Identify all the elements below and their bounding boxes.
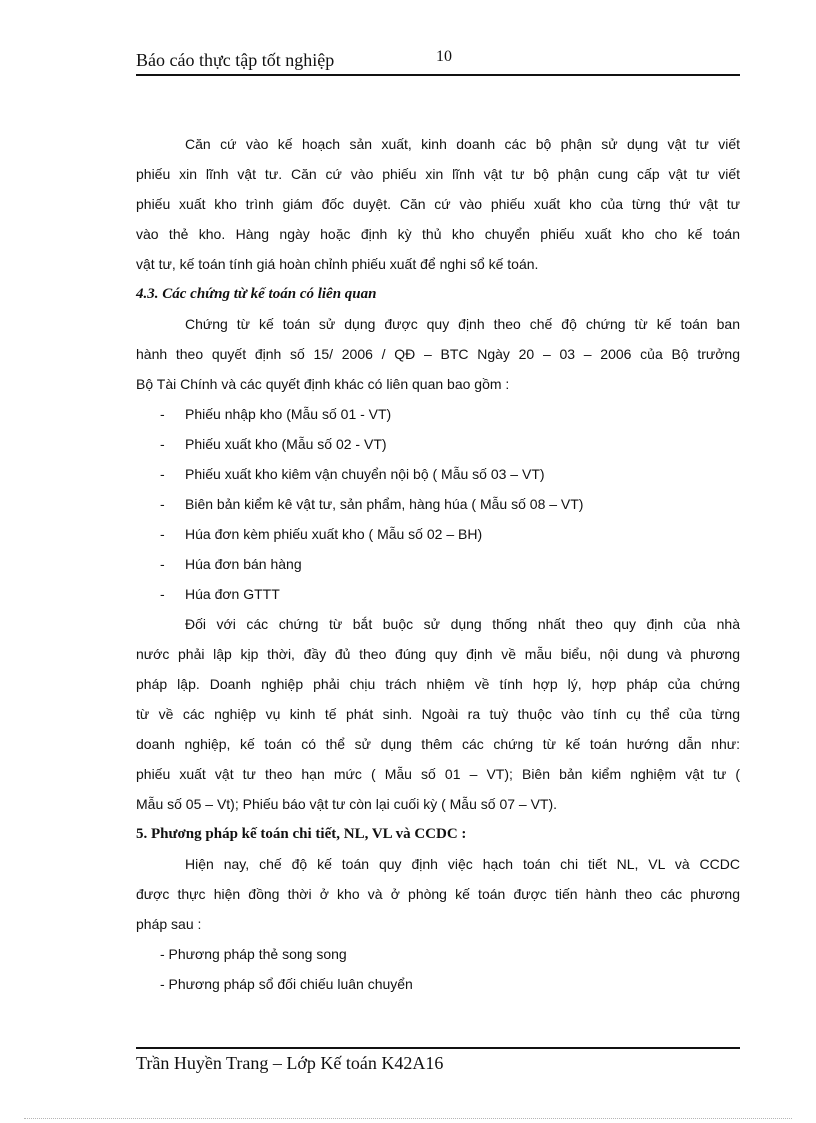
- list-dash: -: [160, 556, 165, 572]
- list-dash: -: [160, 496, 165, 512]
- voucher-list-item: [136, 489, 740, 519]
- paragraph-line: doanh nghiệp, kế toán có thể sử dụng thêm các chứng từ kế toán hướng dẫn như:: [136, 736, 740, 752]
- paragraph-line: Căn cứ vào kế hoạch sản xuất, kinh doanh các bộ phận sử dụng vật tư viết: [185, 136, 740, 152]
- method-list-item: - Phương pháp sổ đối chiếu luân chuyển: [160, 976, 413, 992]
- voucher-list-item: [136, 399, 740, 429]
- list-dash: -: [160, 406, 165, 422]
- voucher-list-text: Biên bản kiểm kê vật tư, sản phẩm, hàng húa ( Mẫu số 08 – VT): [185, 496, 584, 512]
- document-body: [136, 129, 740, 999]
- voucher-list-item: [136, 579, 740, 609]
- voucher-list-text: Phiếu xuất kho kiêm vận chuyển nội bộ ( Mẫu số 03 – VT): [185, 466, 545, 482]
- footer-divider: [136, 1047, 740, 1049]
- list-dash: -: [160, 586, 165, 602]
- page-footer: Trần Huyền Trang – Lớp Kế toán K42A16: [136, 1053, 444, 1073]
- voucher-list-text: Phiếu nhập kho (Mẫu số 01 - VT): [185, 406, 392, 422]
- paragraph-line: Bộ Tài Chính và các quyết định khác có liên quan bao gồm :: [136, 376, 510, 392]
- paragraph-line: Hiện nay, chế độ kế toán quy định việc hạch toán chi tiết NL, VL và CCDC: [185, 856, 740, 872]
- paragraph-line: pháp lập. Doanh nghiệp phải chịu trách nhiệm về tính hợp lý, hợp pháp của chứng: [136, 676, 740, 692]
- voucher-list-text: Húa đơn kèm phiếu xuất kho ( Mẫu số 02 – BH): [185, 526, 483, 542]
- list-dash: -: [160, 466, 165, 482]
- voucher-list-item: [136, 429, 740, 459]
- voucher-list-text: Húa đơn GTTT: [185, 586, 280, 602]
- page-number: 10: [436, 48, 452, 65]
- method-list-item: - Phương pháp thẻ song song: [160, 946, 347, 962]
- section-heading-5: 5. Phương pháp kế toán chi tiết, NL, VL và CCDC :: [136, 826, 467, 842]
- voucher-list-text: Húa đơn bán hàng: [185, 556, 302, 572]
- header-title: Báo cáo thực tập tốt nghiệp: [136, 50, 335, 70]
- paragraph-line: pháp sau :: [136, 916, 202, 932]
- paragraph-line: Đối với các chứng từ bắt buộc sử dụng thống nhất theo quy định của nhà: [185, 616, 740, 632]
- paragraph-line: vật tư, kế toán tính giá hoàn chỉnh phiếu xuất để nghi sổ kế toán.: [136, 256, 539, 272]
- voucher-list-item: [136, 519, 740, 549]
- paragraph-line: phiếu xuất kho trình giám đốc duyệt. Căn cứ vào phiếu xuất kho của từng thứ vật tư: [136, 196, 740, 212]
- paragraph-line: Chứng từ kế toán sử dụng được quy định theo chế độ chứng từ kế toán ban: [185, 316, 740, 332]
- page-bottom-dotted-divider: [24, 1118, 792, 1119]
- paragraph-line: phiếu xuất vật tư theo hạn mức ( Mẫu số 01 – VT); Biên bản kiểm nghiệm vật tư (: [136, 766, 740, 782]
- paragraph-line: Mẫu số 05 – Vt); Phiếu báo vật tư còn lại cuối kỳ ( Mẫu số 07 – VT).: [136, 796, 558, 812]
- list-dash: -: [160, 436, 165, 452]
- voucher-list-text: Phiếu xuất kho (Mẫu số 02 - VT): [185, 436, 387, 452]
- voucher-list-item: [136, 549, 740, 579]
- paragraph-line: vào thẻ kho. Hàng ngày hoặc định kỳ thủ kho chuyển phiếu xuất kho cho kế toán: [136, 226, 740, 242]
- list-dash: -: [160, 526, 165, 542]
- paragraph-line: từ về các nghiệp vụ kinh tế phát sinh. Ngoài ra tuỳ thuộc vào tính cụ thể của từng: [136, 706, 740, 722]
- voucher-list-item: [136, 459, 740, 489]
- page-header: [136, 48, 740, 76]
- section-heading-4-3: 4.3. Các chứng từ kế toán có liên quan: [136, 286, 377, 302]
- paragraph-line: hành theo quyết định số 15/ 2006 / QĐ – BTC Ngày 20 – 03 – 2006 của Bộ trưởng: [136, 346, 740, 362]
- paragraph-line: nước phải lập kịp thời, đầy đủ theo đúng quy định về mẫu biểu, nội dung và phương: [136, 646, 740, 662]
- paragraph-line: được thực hiện đồng thời ở kho và ở phòng kế toán được tiến hành theo các phương: [136, 886, 740, 902]
- paragraph-line: phiếu xin lĩnh vật tư. Căn cứ vào phiếu xin lĩnh vật tư bộ phận cung cấp vật tư viết: [136, 166, 740, 182]
